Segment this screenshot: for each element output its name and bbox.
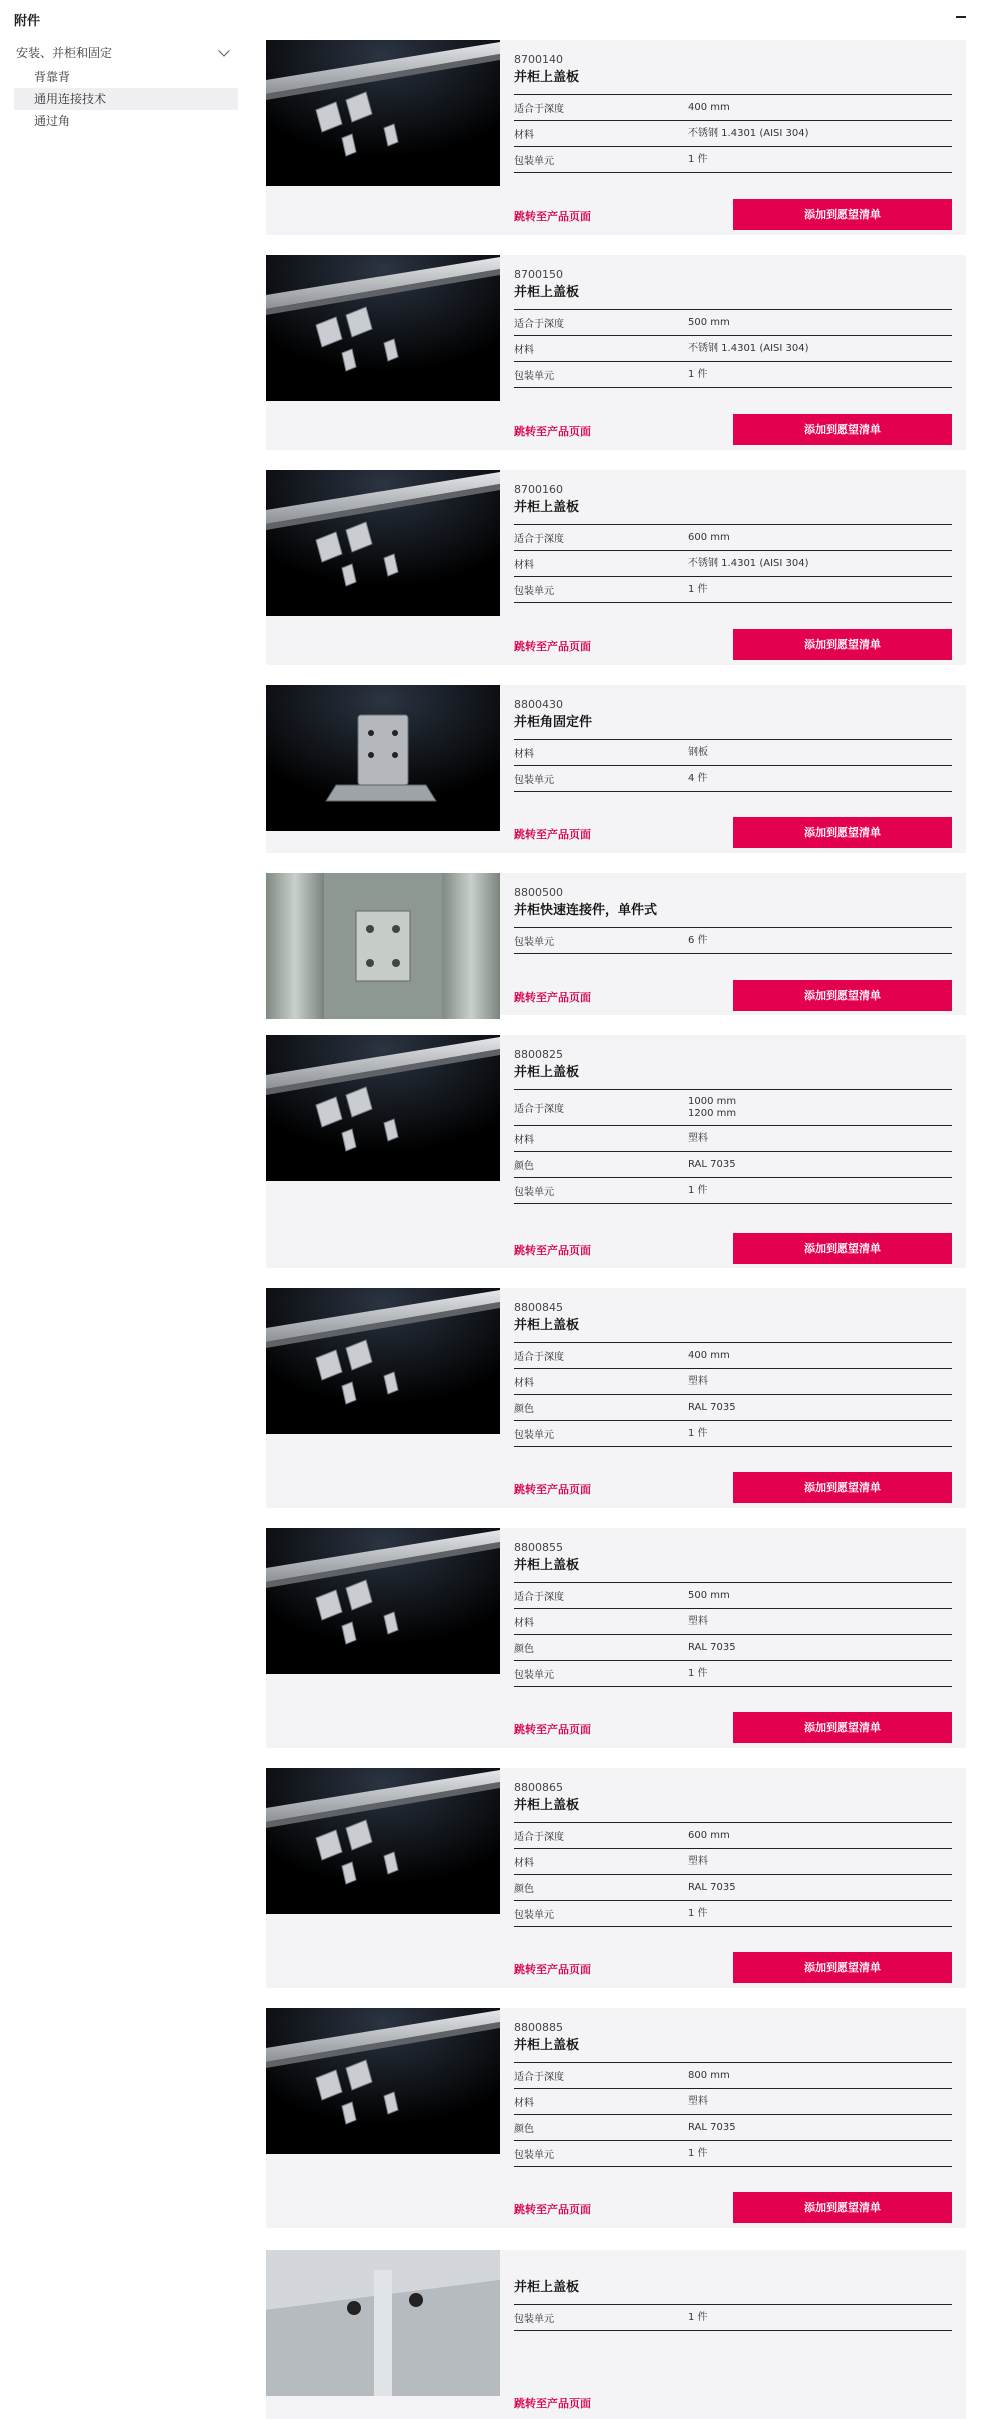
product-page-link[interactable]: 跳转至产品页面	[514, 2397, 591, 2410]
spec-value: 500 mm	[688, 1589, 730, 1601]
product-image	[266, 1768, 500, 1914]
spec-row	[514, 95, 952, 121]
spec-value: 不锈钢 1.4301 (AISI 304)	[688, 127, 809, 139]
sidebar-item-corner[interactable]: 通过角	[34, 114, 71, 128]
product-name: 并柜上盖板	[514, 1798, 580, 1813]
spec-row	[514, 1875, 952, 1901]
sidebar-group-label: 安装、并柜和固定	[16, 46, 113, 60]
spec-value: 1 件	[688, 1667, 708, 1679]
spec-value: RAL 7035	[688, 1641, 736, 1653]
spec-value: 1 件	[688, 1184, 708, 1196]
add-to-wishlist-button[interactable]: 添加到愿望清单	[733, 199, 952, 230]
product-page-link[interactable]: 跳转至产品页面	[514, 1483, 591, 1496]
add-to-wishlist-button[interactable]: 添加到愿望清单	[733, 1233, 952, 1264]
spec-value: 钢板	[688, 746, 708, 758]
product-page-link[interactable]: 跳转至产品页面	[514, 640, 591, 653]
spec-value: 1 件	[688, 1427, 708, 1439]
spec-row	[514, 928, 952, 954]
sidebar	[0, 40, 240, 132]
spec-row	[514, 766, 952, 792]
product-card	[266, 255, 966, 450]
product-image-frame[interactable]	[266, 685, 500, 831]
spec-value: 塑料	[688, 1132, 708, 1144]
product-id: 8700150	[514, 268, 563, 281]
product-card	[266, 1768, 966, 1988]
spec-row	[514, 577, 952, 603]
product-id: 8800855	[514, 1541, 563, 1554]
spec-value: 塑料	[688, 1615, 708, 1627]
spec-label: 颜色	[514, 1644, 534, 1655]
spec-row	[514, 1609, 952, 1635]
spec-value: 塑料	[688, 2095, 708, 2107]
product-info	[514, 1780, 952, 1927]
sidebar-group-installation[interactable]	[0, 40, 240, 66]
spec-label: 适合于深度	[514, 1352, 564, 1363]
spec-label: 适合于深度	[514, 2072, 564, 2083]
spec-table	[514, 524, 952, 603]
spec-row	[514, 336, 952, 362]
spec-table	[514, 2304, 952, 2331]
spec-row	[514, 2141, 952, 2167]
spec-value: 1 件	[688, 583, 708, 595]
spec-label: 包装单元	[514, 371, 554, 382]
product-image	[266, 1035, 500, 1181]
spec-value: 塑料	[688, 1855, 708, 1867]
spec-value: 不锈钢 1.4301 (AISI 304)	[688, 342, 809, 354]
product-page-link[interactable]: 跳转至产品页面	[514, 2203, 591, 2216]
product-image	[266, 873, 500, 1019]
spec-row	[514, 1583, 952, 1609]
product-info	[514, 267, 952, 388]
product-card	[266, 2008, 966, 2228]
product-card	[266, 873, 966, 1015]
spec-value: 1 件	[688, 368, 708, 380]
product-page-link[interactable]: 跳转至产品页面	[514, 1244, 591, 1257]
spec-label: 包装单元	[514, 937, 554, 948]
product-id: 8800430	[514, 698, 563, 711]
product-name: 并柜上盖板	[514, 2280, 580, 2295]
spec-label: 包装单元	[514, 775, 554, 786]
spec-label: 包装单元	[514, 1670, 554, 1681]
product-info	[514, 697, 952, 792]
spec-row	[514, 2115, 952, 2141]
spec-value: 400 mm	[688, 1349, 730, 1361]
add-to-wishlist-button[interactable]: 添加到愿望清单	[733, 2192, 952, 2223]
spec-label: 包装单元	[514, 1430, 554, 1441]
spec-label: 包装单元	[514, 2314, 554, 2325]
add-to-wishlist-button[interactable]: 添加到愿望清单	[733, 629, 952, 660]
product-image-frame[interactable]	[266, 1035, 500, 1181]
product-image	[266, 1288, 500, 1434]
product-name: 并柜上盖板	[514, 1558, 580, 1573]
spec-table	[514, 94, 952, 173]
product-page-link[interactable]: 跳转至产品页面	[514, 1723, 591, 1736]
product-page-link[interactable]: 跳转至产品页面	[514, 425, 591, 438]
spec-row	[514, 1090, 952, 1126]
spec-row	[514, 1661, 952, 1687]
spec-value: 600 mm	[688, 1829, 730, 1841]
product-id: 8800845	[514, 1301, 563, 1314]
spec-label: 颜色	[514, 1884, 534, 1895]
spec-label: 材料	[514, 1378, 534, 1389]
spec-label: 材料	[514, 1618, 534, 1629]
product-image	[266, 255, 500, 401]
product-id	[514, 2262, 952, 2278]
spec-value: 500 mm	[688, 316, 730, 328]
product-image	[266, 2250, 500, 2396]
spec-row	[514, 1178, 952, 1204]
spec-value: 1000 mm 1200 mm	[688, 1095, 737, 1119]
spec-value: RAL 7035	[688, 1401, 736, 1413]
spec-row	[514, 1421, 952, 1447]
product-name: 并柜上盖板	[514, 285, 580, 300]
spec-row	[514, 1849, 952, 1875]
product-name: 并柜角固定件	[514, 715, 593, 730]
product-image-frame[interactable]	[266, 2250, 500, 2396]
spec-row	[514, 525, 952, 551]
product-info	[514, 2262, 952, 2331]
add-to-wishlist-button[interactable]: 添加到愿望清单	[733, 414, 952, 445]
chevron-down-icon	[218, 45, 229, 56]
page-header	[0, 0, 987, 36]
product-name: 并柜上盖板	[514, 2038, 580, 2053]
spec-row	[514, 1823, 952, 1849]
spec-table	[514, 1342, 952, 1447]
collapse-icon[interactable]	[956, 16, 966, 18]
product-image	[266, 40, 500, 186]
product-image-frame[interactable]	[266, 470, 500, 616]
product-name: 并柜上盖板	[514, 500, 580, 515]
spec-row	[514, 1395, 952, 1421]
spec-row	[514, 362, 952, 388]
add-to-wishlist-button[interactable]: 添加到愿望清单	[733, 1472, 952, 1503]
spec-label: 材料	[514, 345, 534, 356]
add-to-wishlist-button[interactable]: 添加到愿望清单	[733, 1952, 952, 1983]
product-image-frame[interactable]	[266, 873, 500, 1019]
spec-row	[514, 2305, 952, 2331]
product-image-frame[interactable]	[266, 255, 500, 401]
spec-row	[514, 1343, 952, 1369]
spec-row	[514, 2089, 952, 2115]
spec-value: 塑料	[688, 1375, 708, 1387]
product-name: 并柜上盖板	[514, 1318, 580, 1333]
spec-label: 材料	[514, 1858, 534, 1869]
spec-value: 1 件	[688, 153, 708, 165]
product-card	[266, 1288, 966, 1508]
spec-value: 4 件	[688, 772, 708, 784]
spec-value: 1 件	[688, 1907, 708, 1919]
spec-value: 1 件	[688, 2311, 708, 2323]
spec-label: 颜色	[514, 1161, 534, 1172]
spec-label: 材料	[514, 2098, 534, 2109]
spec-table	[514, 309, 952, 388]
spec-label: 材料	[514, 749, 534, 760]
page-title: 附件	[14, 14, 41, 29]
spec-row	[514, 2063, 952, 2089]
product-info	[514, 1300, 952, 1447]
product-image	[266, 470, 500, 616]
spec-label: 适合于深度	[514, 104, 564, 115]
product-page-link[interactable]: 跳转至产品页面	[514, 828, 591, 841]
product-info	[514, 1540, 952, 1687]
spec-label: 包装单元	[514, 1187, 554, 1198]
product-name: 并柜上盖板	[514, 1065, 580, 1080]
spec-row	[514, 310, 952, 336]
spec-label: 材料	[514, 560, 534, 571]
spec-label: 包装单元	[514, 2150, 554, 2161]
spec-row	[514, 740, 952, 766]
spec-row	[514, 1126, 952, 1152]
spec-value: RAL 7035	[688, 2121, 736, 2133]
spec-value: 400 mm	[688, 101, 730, 113]
spec-value: 600 mm	[688, 531, 730, 543]
spec-value: 不锈钢 1.4301 (AISI 304)	[688, 557, 809, 569]
sidebar-item-general-connection[interactable]: 通用连接技术	[14, 88, 238, 110]
sidebar-item-back-to-back[interactable]: 背靠背	[34, 70, 71, 84]
product-info	[514, 2020, 952, 2167]
spec-row	[514, 147, 952, 173]
product-image-frame[interactable]	[266, 40, 500, 186]
spec-row	[514, 1901, 952, 1927]
product-page-link[interactable]: 跳转至产品页面	[514, 991, 591, 1004]
spec-label: 包装单元	[514, 586, 554, 597]
add-to-wishlist-button[interactable]: 添加到愿望清单	[733, 980, 952, 1011]
spec-label: 颜色	[514, 2124, 534, 2135]
spec-value: RAL 7035	[688, 1881, 736, 1893]
product-image-frame[interactable]	[266, 1528, 500, 1674]
product-id: 8800865	[514, 1781, 563, 1794]
product-info	[514, 1047, 952, 1204]
spec-value: 800 mm	[688, 2069, 730, 2081]
spec-table	[514, 2062, 952, 2167]
spec-row	[514, 121, 952, 147]
product-page-link[interactable]: 跳转至产品页面	[514, 1963, 591, 1976]
spec-label: 适合于深度	[514, 1832, 564, 1843]
product-image	[266, 685, 500, 831]
spec-table	[514, 1089, 952, 1204]
spec-row	[514, 551, 952, 577]
spec-row	[514, 1369, 952, 1395]
product-page-link[interactable]: 跳转至产品页面	[514, 210, 591, 223]
spec-table	[514, 927, 952, 954]
product-card	[266, 1035, 966, 1268]
spec-label: 材料	[514, 1135, 534, 1146]
spec-value: 6 件	[688, 934, 708, 946]
product-card	[266, 40, 966, 235]
product-id: 8700160	[514, 483, 563, 496]
spec-label: 适合于深度	[514, 1104, 564, 1115]
product-card	[266, 470, 966, 665]
product-image-frame[interactable]	[266, 2008, 500, 2154]
product-image	[266, 1528, 500, 1674]
product-card	[266, 2250, 966, 2419]
product-id: 8700140	[514, 53, 563, 66]
product-image	[266, 2008, 500, 2154]
spec-label: 适合于深度	[514, 1592, 564, 1603]
product-image-frame[interactable]	[266, 1288, 500, 1434]
product-name: 并柜快速连接件，单件式	[514, 903, 658, 918]
spec-table	[514, 1822, 952, 1927]
spec-label: 材料	[514, 130, 534, 141]
spec-table	[514, 739, 952, 792]
product-card	[266, 685, 966, 853]
spec-value: 1 件	[688, 2147, 708, 2159]
spec-label: 颜色	[514, 1404, 534, 1415]
spec-label: 适合于深度	[514, 534, 564, 545]
spec-label: 包装单元	[514, 1910, 554, 1921]
spec-value: RAL 7035	[688, 1158, 736, 1170]
product-id: 8800500	[514, 886, 563, 899]
product-info	[514, 482, 952, 603]
spec-row	[514, 1635, 952, 1661]
spec-label: 包装单元	[514, 156, 554, 167]
spec-table	[514, 1582, 952, 1687]
spec-row	[514, 1152, 952, 1178]
add-to-wishlist-button[interactable]: 添加到愿望清单	[733, 817, 952, 848]
product-image-frame[interactable]	[266, 1768, 500, 1914]
product-id: 8800885	[514, 2021, 563, 2034]
product-card	[266, 1528, 966, 1748]
product-info	[514, 885, 952, 954]
add-to-wishlist-button[interactable]: 添加到愿望清单	[733, 1712, 952, 1743]
product-id: 8800825	[514, 1048, 563, 1061]
spec-label: 适合于深度	[514, 319, 564, 330]
product-info	[514, 52, 952, 173]
product-name: 并柜上盖板	[514, 70, 580, 85]
